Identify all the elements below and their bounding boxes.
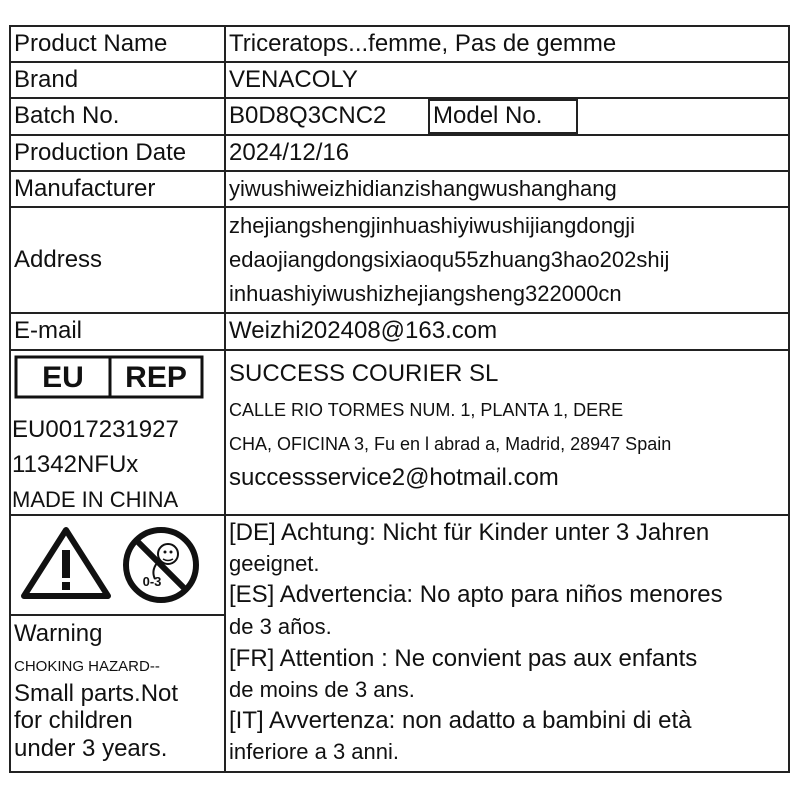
address-line-3: inhuashiyiwushizhejiangsheng322000cn	[229, 281, 622, 306]
manufacturer-label: Manufacturer	[14, 175, 156, 202]
eu-rep-badge-rep: REP	[125, 361, 187, 394]
warning-title: Warning	[14, 620, 103, 647]
no-under-3-icon	[121, 525, 201, 605]
batch-value: B0D8Q3CNC2	[229, 102, 387, 129]
lang-line-es-2: de 3 años.	[229, 614, 332, 639]
warning-line-1: Small parts.Not	[14, 680, 179, 707]
lang-line-fr-1: [FR] Attention : Ne convient pas aux enfants	[229, 645, 698, 672]
production-date-label: Production Date	[14, 139, 187, 166]
product-name-value: Triceratops...femme, Pas de gemme	[229, 30, 617, 57]
email-value: Weizhi202408@163.com	[229, 317, 498, 344]
choking-hazard-label: CHOKING HAZARD--	[14, 658, 160, 675]
brand-label: Brand	[14, 66, 79, 93]
address-line-2: edaojiangdongsixiaoqu55zhuang3hao202shij	[229, 247, 670, 272]
age-range-text: 0-3	[142, 574, 162, 589]
lang-line-it-2: inferiore a 3 anni.	[229, 739, 399, 764]
eu-rep-badge-eu: EU	[42, 361, 84, 394]
manufacturer-value: yiwushiweizhidianzishangwushanghang	[229, 176, 617, 201]
eu-rep-address-line-2: CHA, OFICINA 3, Fu en l abrad a, Madrid, 28947 Spain	[229, 434, 672, 454]
brand-value: VENACOLY	[229, 66, 358, 93]
model-no-label: Model No.	[433, 102, 543, 129]
eu-rep-company: SUCCESS COURIER SL	[229, 360, 499, 387]
lang-line-fr-2: de moins de 3 ans.	[229, 677, 415, 702]
address-label: Address	[14, 246, 103, 273]
batch-label: Batch No.	[14, 102, 120, 129]
lang-line-it-1: [IT] Avvertenza: non adatto a bambini di età	[229, 707, 692, 734]
lang-line-de-1: [DE] Achtung: Nicht für Kinder unter 3 Jahren	[229, 519, 710, 546]
eu-rep-email: successservice2@hotmail.com	[229, 464, 559, 491]
lang-line-es-1: [ES] Advertencia: No apto para niños menores	[229, 581, 723, 608]
made-in-label: MADE IN CHINA	[12, 487, 179, 512]
eu-rep-id-line-2: 11342NFUx	[12, 451, 139, 478]
production-date-value: 2024/12/16	[229, 139, 350, 166]
product-name-label: Product Name	[14, 30, 168, 57]
eu-rep-address-line-1: CALLE RIO TORMES NUM. 1, PLANTA 1, DERE	[229, 400, 624, 420]
eu-rep-badge	[14, 355, 204, 399]
email-label: E-mail	[14, 317, 83, 344]
warning-line-3: under 3 years.	[14, 735, 168, 762]
warning-line-2: for children	[14, 707, 133, 734]
address-line-1: zhejiangshengjinhuashiyiwushijiangdongji	[229, 213, 636, 238]
lang-line-de-2: geeignet.	[229, 551, 320, 576]
eu-rep-id-line-1: EU0017231927	[12, 416, 179, 443]
warning-triangle-icon	[18, 524, 114, 602]
